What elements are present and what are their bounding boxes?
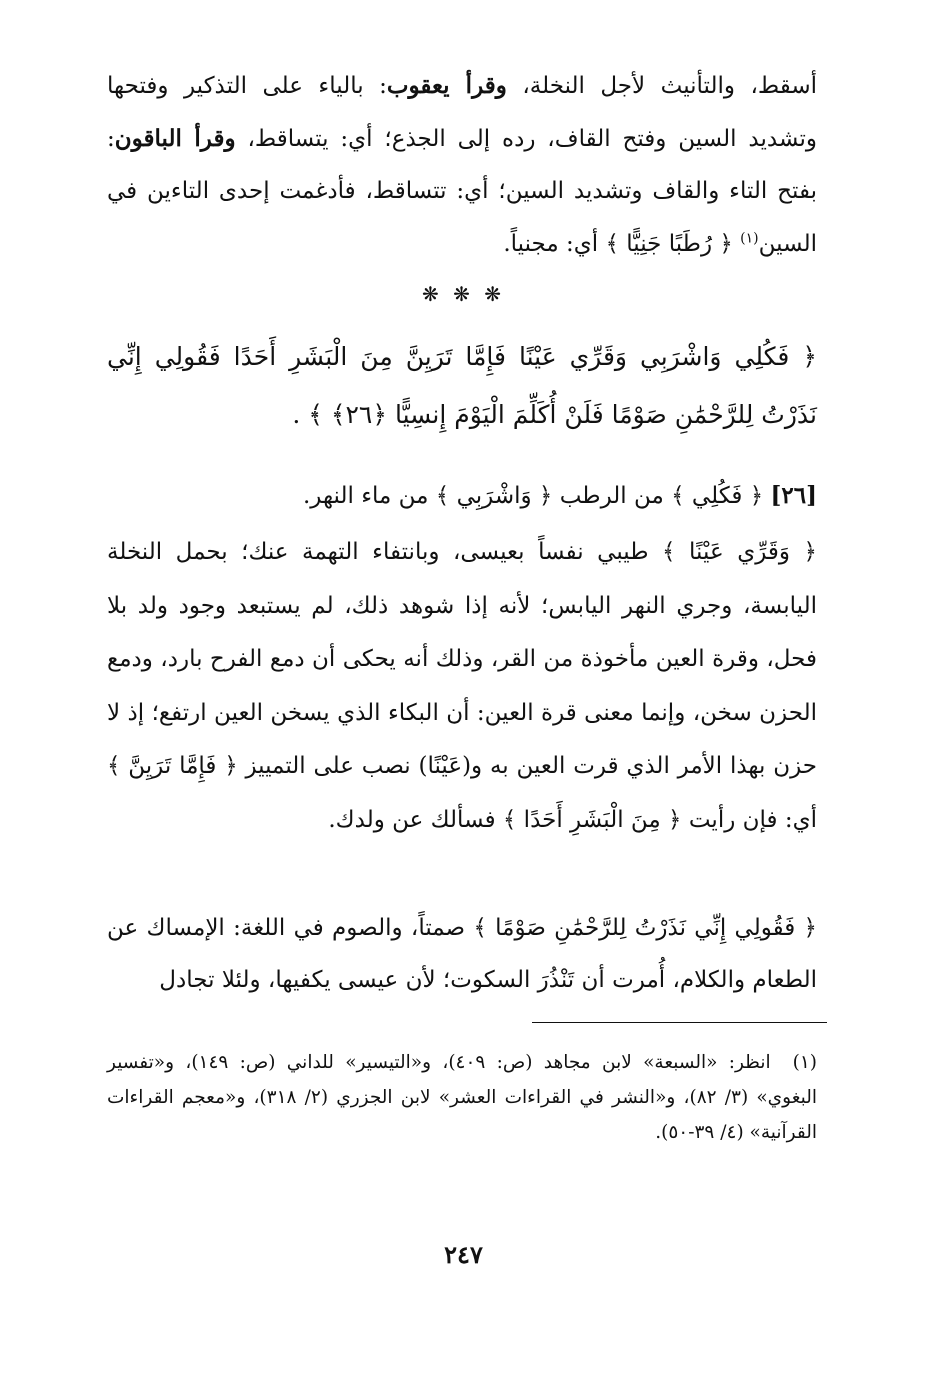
paragraph-explanation: ﴿ وَقَرِّي عَيْنًا ﴾ طيبي نفساً بعيسى، وبانتفاء التهمة عنك؛ بحمل النخلة اليابسة، وجري النهر اليابس؛ لأنه إذا شوهد ذلك، لم يستبعد وجود ولد بلا فحل، وقرة العين مأخوذة من القر، وذلك أنه يحكى أن دمع الفرح بارد، ودمع الحزن سخن، وإنما معنى قرة العين: أن البكاء الذي يسخن العين ارتفع؛ إذ لا حزن بهذا الأمر الذي قرت العين به و(عَيْنًا) نصب على التمييز ﴿ فَإِمَّا تَرَيِنَّ ﴾ أي: فإن رأيت ﴿ مِنَ الْبَشَرِ أَحَدًا ﴾ فسألك عن ولدك. [107,539,817,833]
paragraph-fasting: ﴿ فَقُولِي إِنِّي نَذَرْتُ لِلرَّحْمَٰنِ صَوْمًا ﴾ صمتاً، والصوم في اللغة: الإمساك عن الطعام والكلام، أُمرت أن تَنْذُرَ السكوت؛ لأن عيسى يكفيها، ولئلا تجادل [107,915,817,993]
footnote-divider [532,1022,827,1023]
paragraph-tafsir-qiraat [107,60,817,270]
footnote-text: انظر: «السبعة» لابن مجاهد (ص: ٤٠٩)، و«التيسير» للداني (ص: ١٤٩)، و«تفسير البغوي» (٣/ ٨٢)، و«النشر في القراءات العشر» لابن الجزري (٢/ ٣١٨)، و«معجم القراءات القرآنية» (٤/ ٣٩-٥٠). [107,1052,817,1143]
footnote [107,1045,817,1150]
text-segment: : بفتح التاء والقاف وتشديد السين؛ أي: تتساقط، فأدغمت إحدى التاءين في السين [107,125,817,257]
text-segment: ﴿ فَكُلِي ﴾ من الرطب ﴿ وَاشْرَبِي ﴾ من ماء النهر. [302,483,771,509]
text-segment: ﴿ رُطَبًا جَنِيًّا ﴾ أي: مجنياً. [503,230,741,257]
footnote-number: (١) [792,1052,817,1073]
paragraph-verse-26 [107,470,817,522]
text-segment: أسقط، والتأنيث لأجل النخلة، [506,73,818,99]
text-segment: : بالياء على التذكير وفتحها وتشديد السين وفتح القاف، رده إلى الجذع؛ أي: يتساقط، [107,73,818,152]
bold-reader-others: وقرأ الباقون [114,124,236,152]
verse-number: [٢٦] [770,482,817,509]
footnote-reference[interactable]: (١) [740,229,759,246]
page-number: ٢٤٧ [444,1240,483,1269]
section-separator: ❋ ❋ ❋ [422,282,505,306]
quran-verse: ﴿ فَكُلِي وَاشْرَبِي وَقَرِّي عَيْنًا فَإِمَّا تَرَيِنَّ مِنَ الْبَشَرِ أَحَدًا فَقُولِي إِنِّي نَذَرْتُ لِلرَّحْمَٰنِ صَوْمًا فَلَنْ أُكَلِّمَ الْيَوْمَ إِنسِيًّا ﴿٢٦﴾ ﴾ . [107,342,817,429]
bold-reader-yaqub: وقرأ يعقوب [386,72,507,99]
